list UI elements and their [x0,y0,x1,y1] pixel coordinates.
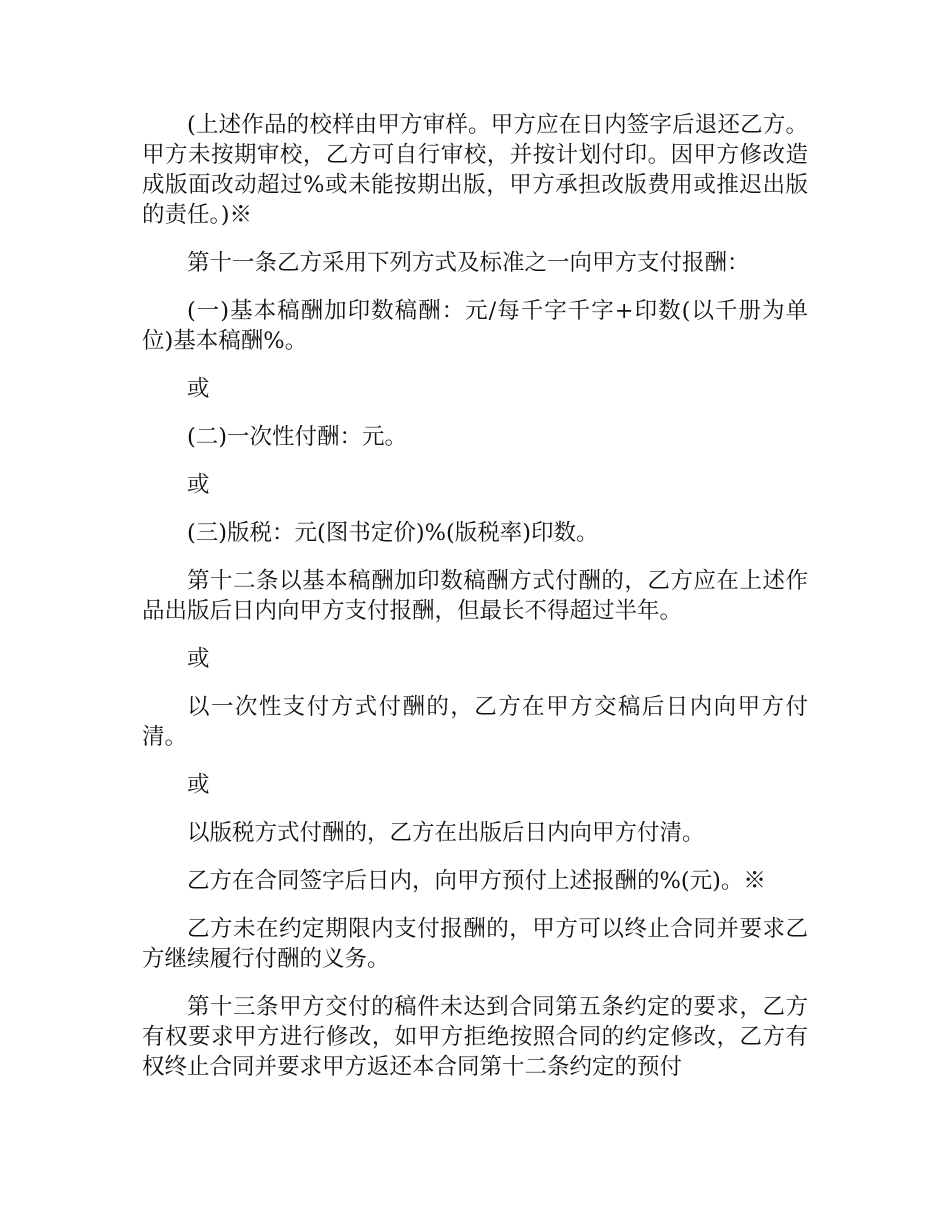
paragraph-option-2: (二)一次性付酬：元。 [187,424,408,450]
paragraph-or: 或 [187,376,210,402]
paragraph-royalty: 以版税方式付酬的，乙方在出版后日内向甲方付清。 [187,820,705,846]
paragraph-article-13: 第十三条甲方交付的稿件未达到合同第五条约定的要求，乙方有权要求甲方进行修改，如甲方拒绝按照合同的约定修改，乙方有权终止合同并要求甲方返还本合同第十二条约定的预付 [142,994,808,1080]
paragraph-option-1: (一)基本稿酬加印数稿酬：元/每千字千字+印数(以千册为单位)基本稿酬%。 [142,298,808,354]
paragraph-late-payment: 乙方未在约定期限内支付报酬的，甲方可以终止合同并要求乙方继续履行付酬的义务。 [142,916,808,972]
paragraph-or: 或 [187,772,210,798]
paragraph-or: 或 [187,646,210,672]
paragraph-or: 或 [187,472,210,498]
paragraph-advance: 乙方在合同签字后日内，向甲方预付上述报酬的%(元)。※ [187,868,766,894]
paragraph-lump-sum: 以一次性支付方式付酬的，乙方在甲方交稿后日内向甲方付清。 [142,694,808,750]
document-page [142,110,808,1100]
paragraph-option-3: (三)版税：元(图书定价)%(版税率)印数。 [187,520,599,546]
paragraph-article-11: 第十一条乙方采用下列方式及标准之一向甲方支付报酬： [187,250,750,276]
paragraph-proof-review: (上述作品的校样由甲方审样。甲方应在日内签字后退还乙方。甲方未按期审校，乙方可自行审校，并按计划付印。因甲方修改造成版面改动超过%或未能按期出版，甲方承担改版费用或推迟出版的责任。)※ [142,112,808,228]
paragraph-article-12: 第十二条以基本稿酬加印数稿酬方式付酬的，乙方应在上述作品出版后日内向甲方支付报酬，但最长不得超过半年。 [142,568,808,624]
